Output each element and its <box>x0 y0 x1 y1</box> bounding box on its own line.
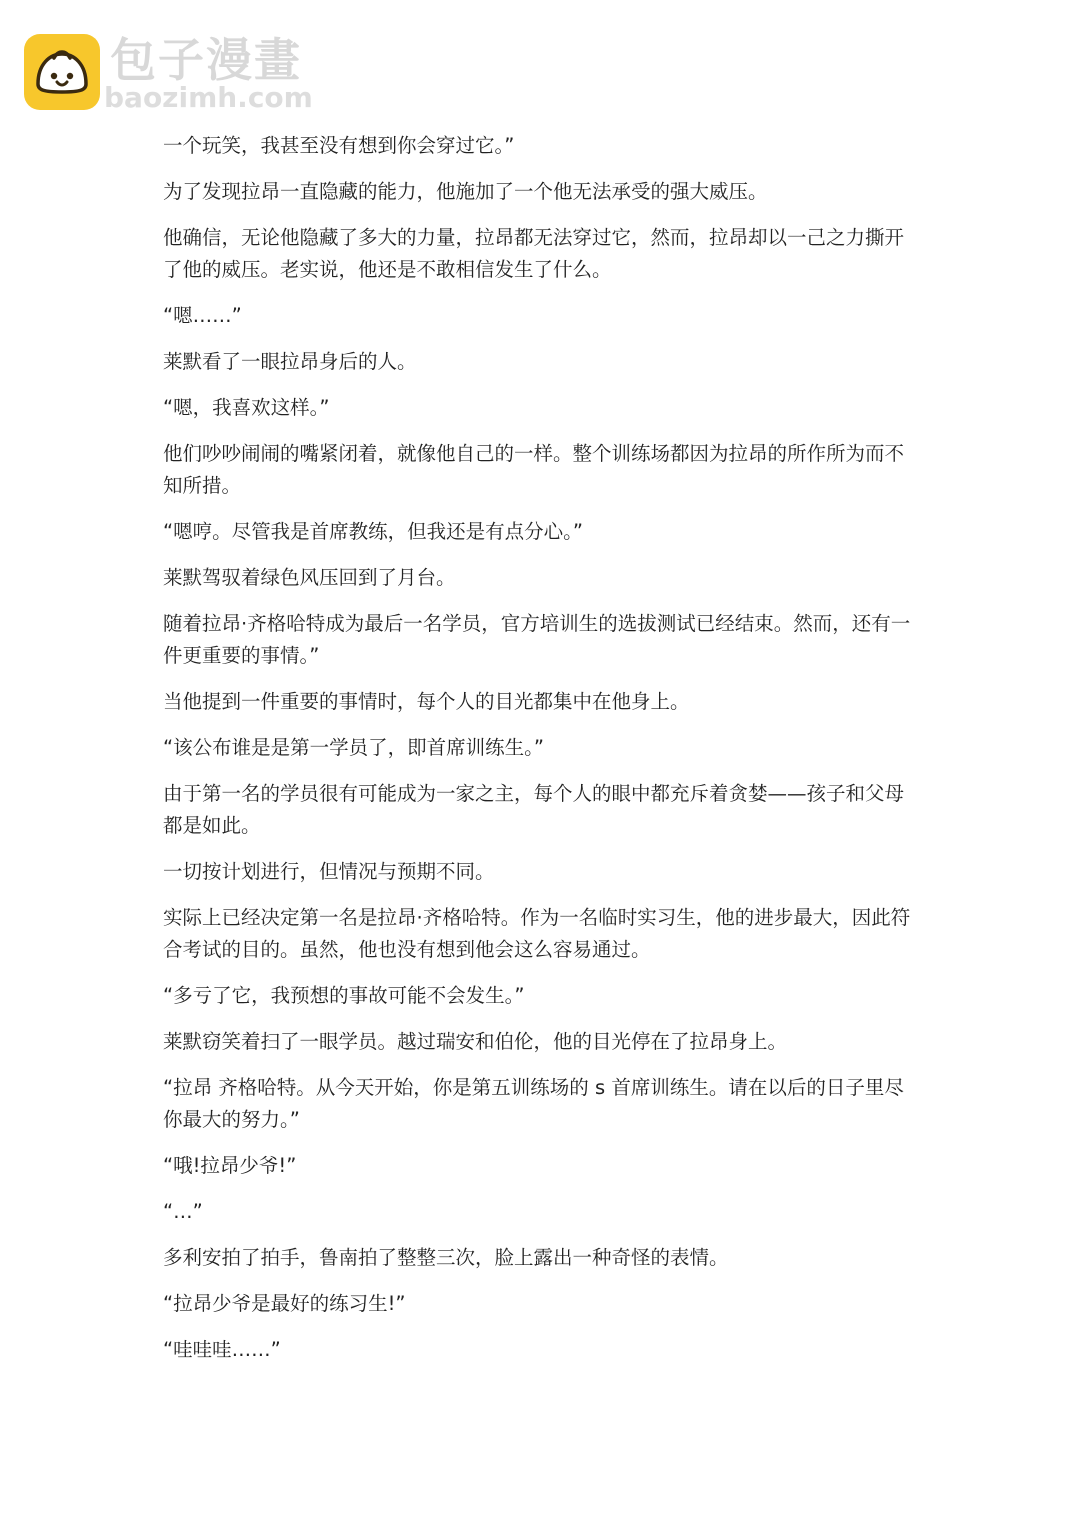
watermark <box>24 32 324 116</box>
paragraph: 他确信，无论他隐藏了多大的力量，拉昂都无法穿过它，然而，拉昂却以一己之力撕开了他的威压。老实说，他还是不敢相信发生了什么。 <box>163 226 905 281</box>
paragraph: “该公布谁是是第一学员了，即首席训练生。” <box>163 736 544 759</box>
paragraph: “哇哇哇……” <box>163 1338 281 1361</box>
paragraph: 他们吵吵闹闹的嘴紧闭着，就像他自己的一样。整个训练场都因为拉昂的所作所为而不知所措。 <box>163 442 905 497</box>
paragraph: 一切按计划进行，但情况与预期不同。 <box>163 860 495 883</box>
paragraph: 实际上已经决定第一名是拉昂·齐格哈特。作为一名临时实习生，他的进步最大，因此符合考试的目的。虽然，他也没有想到他会这么容易通过。 <box>163 906 911 961</box>
paragraph: 莱默看了一眼拉昂身后的人。 <box>163 350 417 373</box>
paragraph: 一个玩笑，我甚至没有想到你会穿过它。” <box>163 134 515 157</box>
paragraph: “嗯……” <box>163 304 242 327</box>
watermark-url: baozimh.com <box>104 81 313 114</box>
paragraph: 随着拉昂·齐格哈特成为最后一名学员，官方培训生的选拔测试已经结束。然而，还有一件更重要的事情。” <box>163 612 911 667</box>
paragraph: 莱默驾驭着绿色风压回到了月台。 <box>163 566 456 589</box>
paragraph: “…” <box>163 1200 203 1223</box>
paragraph: 为了发现拉昂一直隐藏的能力，他施加了一个他无法承受的强大威压。 <box>163 180 768 203</box>
paragraph: “拉昂 齐格哈特。从今天开始，你是第五训练场的 s 首席训练生。请在以后的日子里尽你最大的努力。” <box>163 1076 904 1131</box>
paragraph: 多利安拍了拍手，鲁南拍了整整三次，脸上露出一种奇怪的表情。 <box>163 1246 729 1269</box>
paragraph: “嗯哼。尽管我是首席教练，但我还是有点分心。” <box>163 520 583 543</box>
paragraph: 莱默窃笑着扫了一眼学员。越过瑞安和伯伦，他的目光停在了拉昂身上。 <box>163 1030 788 1053</box>
chapter-text <box>163 130 915 1380</box>
paragraph: “多亏了它，我预想的事故可能不会发生。” <box>163 984 525 1007</box>
paragraph: 由于第一名的学员很有可能成为一家之主，每个人的眼中都充斥着贪婪——孩子和父母都是如此。 <box>163 782 905 837</box>
paragraph: 当他提到一件重要的事情时，每个人的目光都集中在他身上。 <box>163 690 690 713</box>
paragraph: “拉昂少爷是最好的练习生!” <box>163 1292 406 1315</box>
bun-face-icon <box>24 34 100 110</box>
paragraph: “嗯，我喜欢这样。” <box>163 396 330 419</box>
paragraph: “哦!拉昂少爷!” <box>163 1154 297 1177</box>
watermark-title: 包子漫畫 <box>110 33 302 87</box>
